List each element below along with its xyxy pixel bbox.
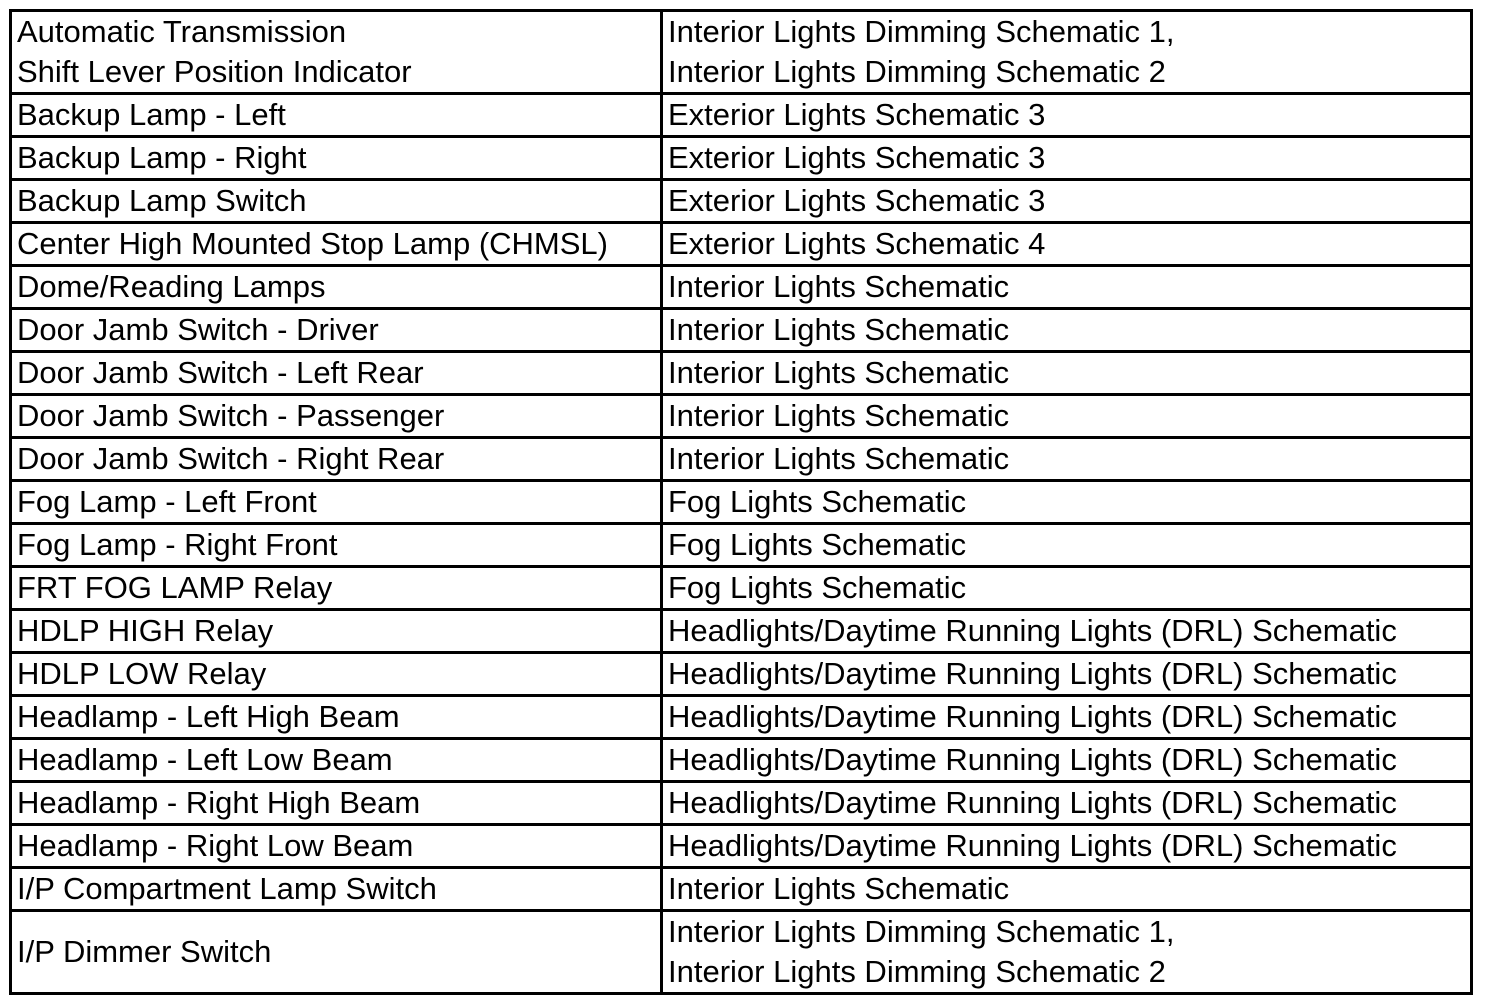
schematic-cell-text: Fog Lights Schematic [668, 484, 967, 519]
component-cell-text: I/P Dimmer Switch [17, 934, 272, 969]
component-cell-text: Door Jamb Switch - Driver [17, 312, 379, 347]
schematic-cell-text: Headlights/Daytime Running Lights (DRL) Schematic [668, 656, 1397, 691]
component-cell-text: HDLP HIGH Relay [17, 613, 274, 648]
schematic-cell [662, 739, 1472, 782]
component-cell [11, 180, 662, 223]
component-cell-text: Headlamp - Right Low Beam [17, 828, 414, 863]
component-cell-text: Door Jamb Switch - Right Rear [17, 441, 445, 476]
schematic-cell [662, 309, 1472, 352]
component-cell [11, 739, 662, 782]
schematic-cell [662, 266, 1472, 309]
component-cell [11, 653, 662, 696]
schematic-cell-text: Interior Lights Dimming Schematic 2 [668, 954, 1166, 989]
table-row [11, 352, 1472, 395]
table-row [11, 180, 1472, 223]
component-cell-text: Backup Lamp - Right [17, 140, 307, 175]
component-cell-text: Headlamp - Left Low Beam [17, 742, 393, 777]
component-cell-text: Fog Lamp - Right Front [17, 527, 338, 562]
schematic-cell [662, 94, 1472, 137]
component-schematic-table [9, 9, 1473, 995]
table-row [11, 266, 1472, 309]
schematic-cell [662, 180, 1472, 223]
component-cell [11, 395, 662, 438]
component-cell-text: FRT FOG LAMP Relay [17, 570, 333, 605]
component-cell [11, 309, 662, 352]
schematic-cell [662, 524, 1472, 567]
component-cell [11, 696, 662, 739]
table-row [11, 653, 1472, 696]
component-cell [11, 438, 662, 481]
schematic-cell [662, 481, 1472, 524]
table-row [11, 524, 1472, 567]
component-cell [11, 94, 662, 137]
component-cell [11, 911, 662, 994]
schematic-cell-text: Exterior Lights Schematic 3 [668, 183, 1046, 218]
table-row [11, 782, 1472, 825]
schematic-cell [662, 610, 1472, 653]
schematic-cell-text: Headlights/Daytime Running Lights (DRL) Schematic [668, 613, 1397, 648]
table-row [11, 567, 1472, 610]
component-cell [11, 825, 662, 868]
table-row [11, 911, 1472, 994]
table-row [11, 868, 1472, 911]
component-cell-text: I/P Compartment Lamp Switch [17, 871, 437, 906]
table-row [11, 223, 1472, 266]
component-cell [11, 352, 662, 395]
table-row [11, 395, 1472, 438]
schematic-cell-text: Fog Lights Schematic [668, 527, 967, 562]
component-cell [11, 137, 662, 180]
component-cell [11, 610, 662, 653]
schematic-cell [662, 352, 1472, 395]
table-row [11, 137, 1472, 180]
schematic-cell [662, 223, 1472, 266]
component-cell [11, 782, 662, 825]
schematic-cell-text: Interior Lights Schematic [668, 355, 1010, 390]
schematic-cell-text: Headlights/Daytime Running Lights (DRL) Schematic [668, 742, 1397, 777]
schematic-cell-text: Exterior Lights Schematic 3 [668, 97, 1046, 132]
schematic-cell-text: Interior Lights Dimming Schematic 1, [668, 914, 1175, 949]
table-row [11, 11, 1472, 94]
table-row [11, 309, 1472, 352]
component-cell-text: Dome/Reading Lamps [17, 269, 326, 304]
component-cell-text: Automatic Transmission [17, 14, 347, 49]
component-cell-text: Door Jamb Switch - Left Rear [17, 355, 424, 390]
component-cell-text: Fog Lamp - Left Front [17, 484, 317, 519]
table-row [11, 739, 1472, 782]
schematic-cell-text: Interior Lights Dimming Schematic 2 [668, 54, 1166, 89]
schematic-cell-text: Exterior Lights Schematic 3 [668, 140, 1046, 175]
schematic-cell [662, 911, 1472, 994]
table-row [11, 481, 1472, 524]
table-row [11, 610, 1472, 653]
schematic-cell-text: Fog Lights Schematic [668, 570, 967, 605]
schematic-cell [662, 653, 1472, 696]
component-cell-text: Backup Lamp - Left [17, 97, 286, 132]
table-row [11, 696, 1472, 739]
table-body [11, 11, 1472, 994]
schematic-cell [662, 696, 1472, 739]
schematic-cell-text: Interior Lights Dimming Schematic 1, [668, 14, 1175, 49]
table-row [11, 94, 1472, 137]
schematic-cell-text: Interior Lights Schematic [668, 398, 1010, 433]
schematic-cell [662, 11, 1472, 94]
component-cell [11, 524, 662, 567]
component-cell [11, 481, 662, 524]
table-row [11, 438, 1472, 481]
component-cell [11, 223, 662, 266]
table-row [11, 825, 1472, 868]
schematic-cell [662, 782, 1472, 825]
component-cell-text: Door Jamb Switch - Passenger [17, 398, 445, 433]
schematic-cell [662, 438, 1472, 481]
component-cell [11, 868, 662, 911]
schematic-cell-text: Exterior Lights Schematic 4 [668, 226, 1046, 261]
schematic-cell-text: Interior Lights Schematic [668, 269, 1010, 304]
component-cell-text: Center High Mounted Stop Lamp (CHMSL) [17, 226, 608, 261]
schematic-cell [662, 567, 1472, 610]
schematic-cell [662, 868, 1472, 911]
component-cell-text: HDLP LOW Relay [17, 656, 267, 691]
component-cell-text: Headlamp - Right High Beam [17, 785, 421, 820]
schematic-cell-text: Interior Lights Schematic [668, 441, 1010, 476]
schematic-cell [662, 137, 1472, 180]
schematic-cell-text: Headlights/Daytime Running Lights (DRL) Schematic [668, 785, 1397, 820]
component-cell-text: Shift Lever Position Indicator [17, 54, 412, 89]
component-cell [11, 266, 662, 309]
schematic-cell-text: Interior Lights Schematic [668, 871, 1010, 906]
schematic-cell [662, 825, 1472, 868]
schematic-cell-text: Interior Lights Schematic [668, 312, 1010, 347]
schematic-cell-text: Headlights/Daytime Running Lights (DRL) Schematic [668, 699, 1397, 734]
component-cell [11, 567, 662, 610]
schematic-cell-text: Headlights/Daytime Running Lights (DRL) Schematic [668, 828, 1397, 863]
schematic-cell [662, 395, 1472, 438]
component-cell-text: Backup Lamp Switch [17, 183, 307, 218]
component-cell-text: Headlamp - Left High Beam [17, 699, 400, 734]
component-cell [11, 11, 662, 94]
